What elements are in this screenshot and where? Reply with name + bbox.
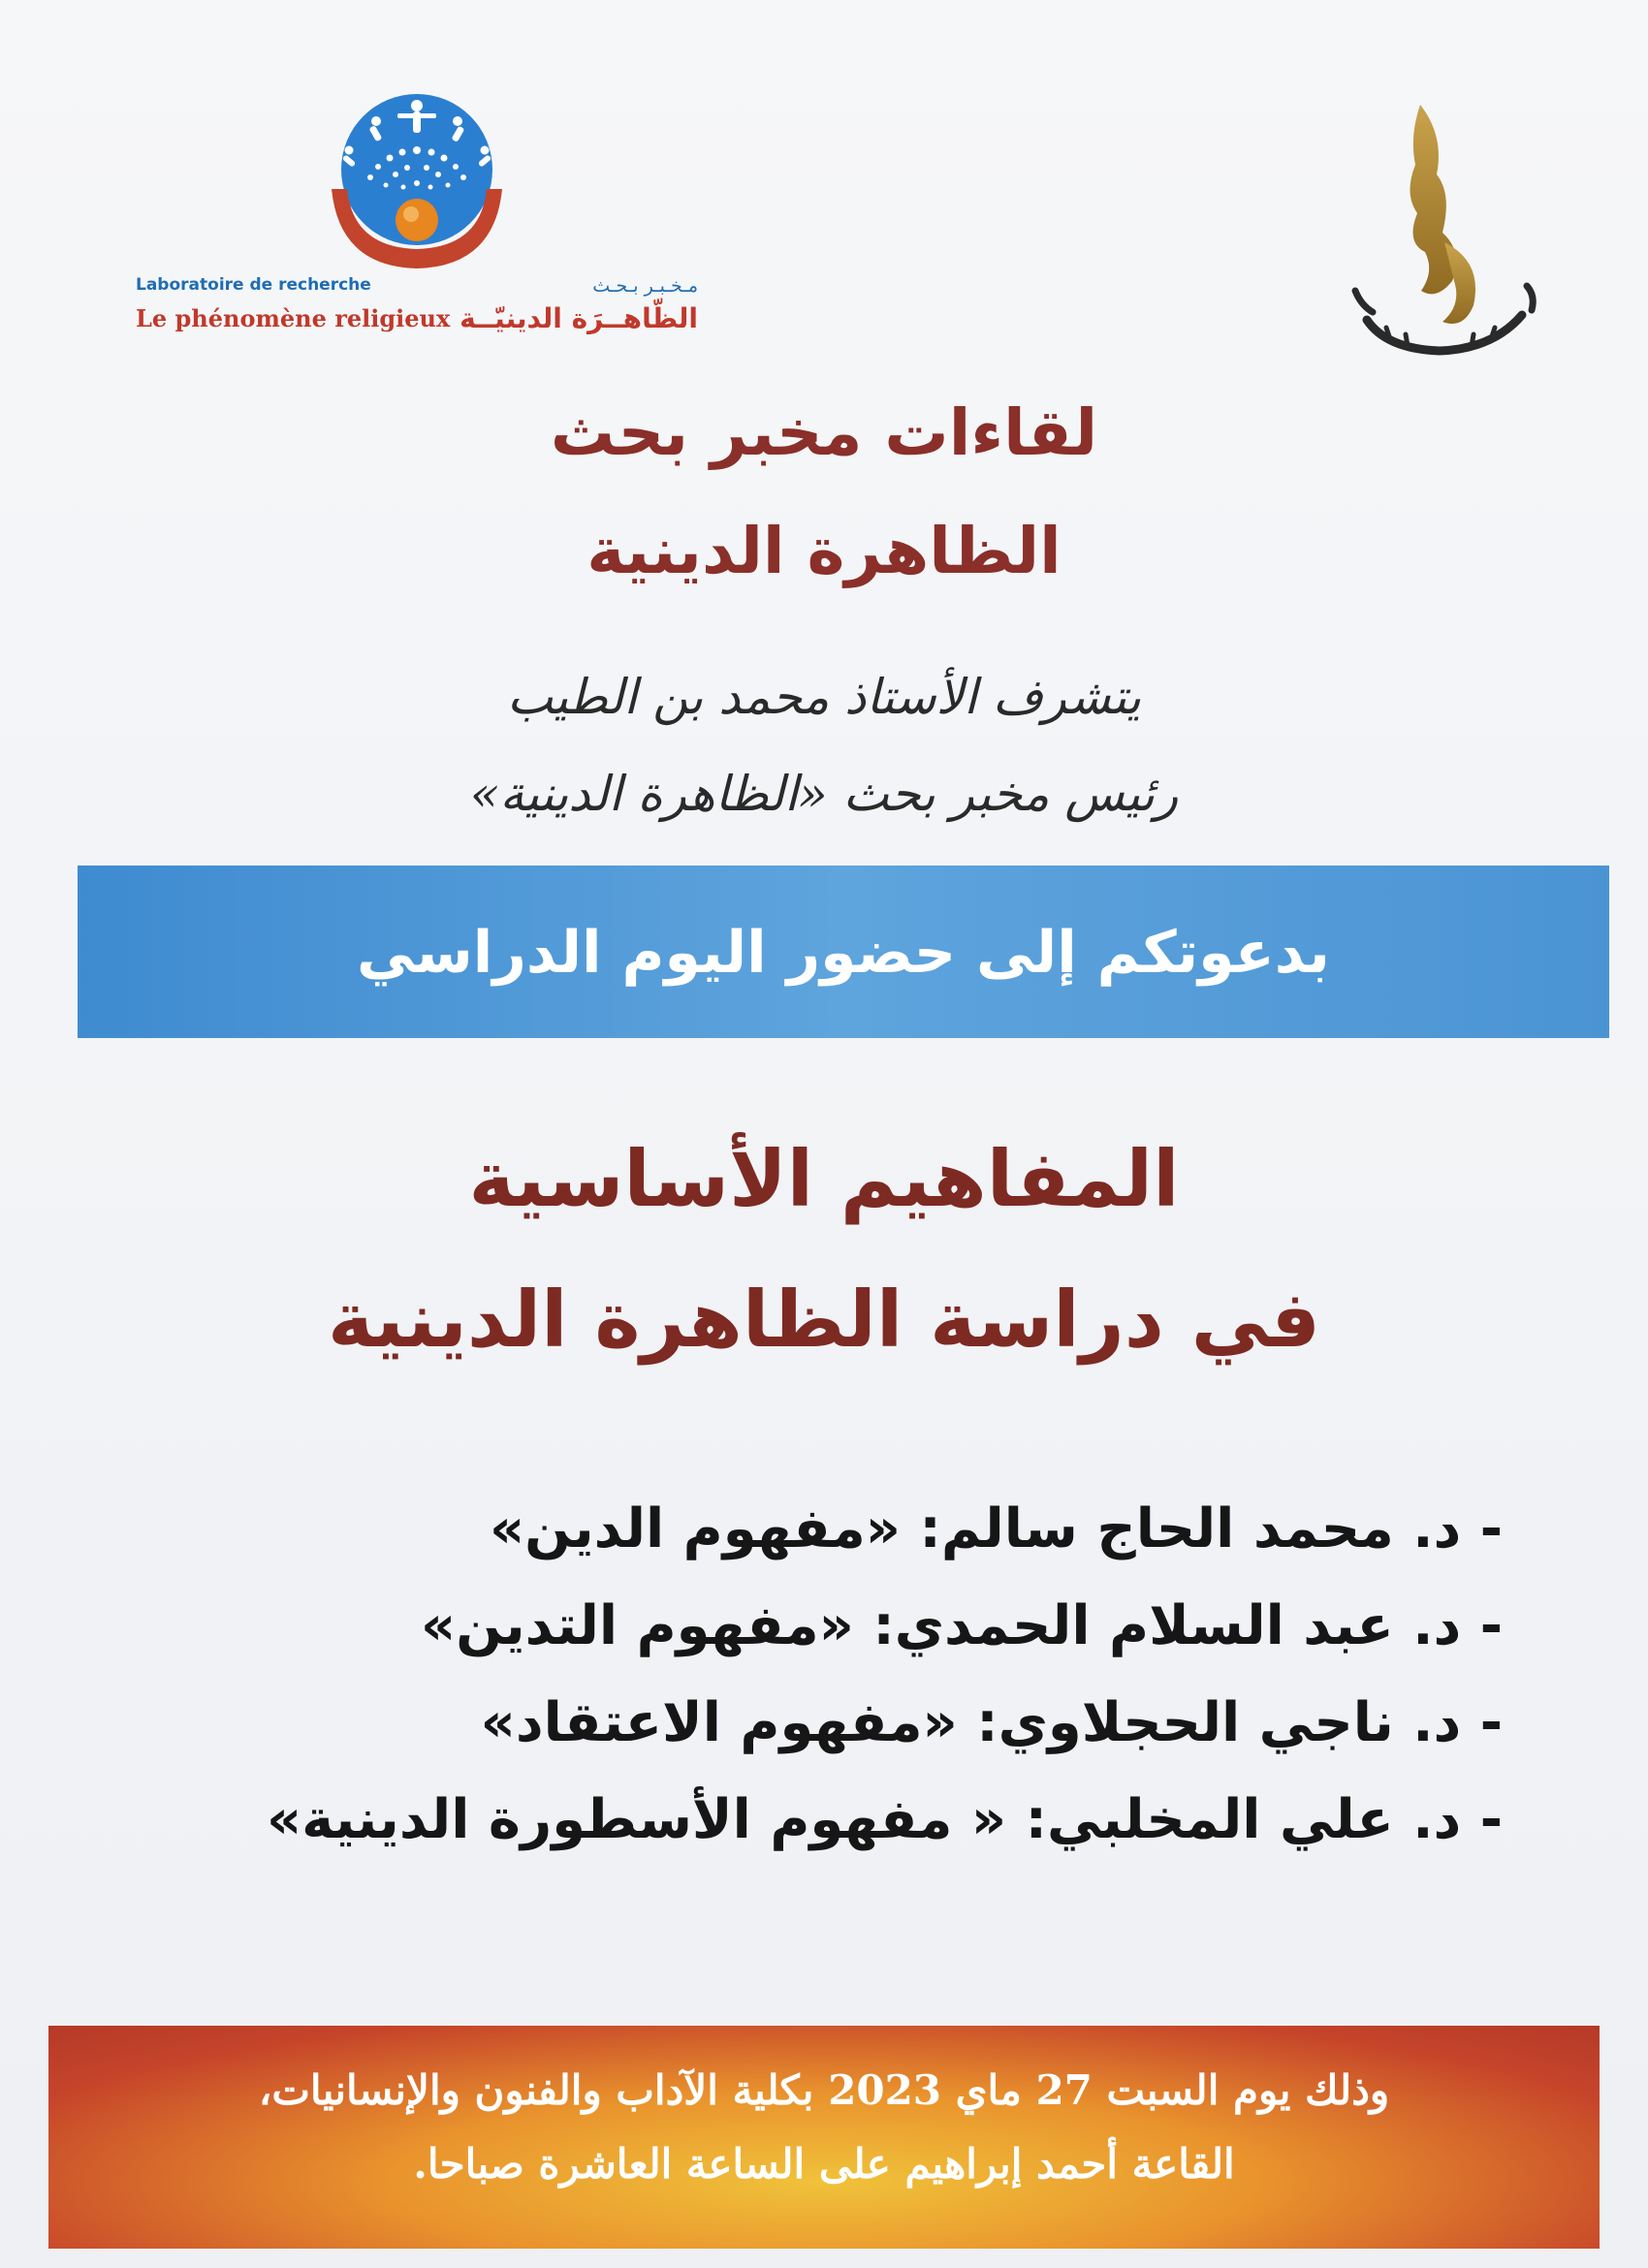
lab-name-fr: Le phénomène religieux	[136, 304, 451, 332]
lab-name	[136, 304, 698, 343]
footer-line-1: وذلك يوم السبت 27 ماي 2023 بكلية الآداب والفنون والإنسانيات،	[258, 2066, 1390, 2114]
lab-caption-fr-small: Laboratoire de recherche	[136, 275, 371, 295]
lab-logo-icon	[310, 92, 523, 276]
faculty-logo-icon	[1328, 97, 1551, 368]
invitation-line-1: يتشرف الأستاذ محمد بن الطيب	[506, 669, 1141, 725]
speaker-item: - د. عبد السلام الحمدي: «مفهوم التدين»	[421, 1594, 1503, 1657]
speaker-item: - د. محمد الحاج سالم: «مفهوم الدين»	[490, 1497, 1503, 1560]
footer-line-2: القاعة أحمد إبراهيم على الساعة العاشرة صباحا.	[413, 2140, 1235, 2188]
event-details-footer	[48, 2026, 1600, 2249]
title-line-1: لقاءات مخبر بحث	[550, 395, 1098, 470]
speaker-list	[252, 1497, 1503, 1885]
speaker-item: - د. علي المخلبي: « مفهوم الأسطورة الدينية»	[266, 1788, 1503, 1851]
title-line-2: الظاهرة الدينية	[586, 514, 1062, 588]
lab-caption-small	[136, 275, 698, 304]
banner-text: بدعوتكم إلى حضور اليوم الدراسي	[357, 919, 1330, 987]
speaker-item: - د. ناجي الحجلاوي: «مفهوم الاعتقاد»	[480, 1691, 1503, 1754]
invitation-banner	[78, 866, 1609, 1038]
subject-line-2: في دراسة الظاهرة الدينية	[327, 1275, 1321, 1365]
invitation-line-2: رئيس مخبر بحث «الظاهرة الدينية»	[469, 766, 1179, 822]
lab-caption-ar-small: مـخـبـر بـحـث	[592, 275, 698, 297]
lab-name-ar: الظّاهــرَة الدينيّــة	[460, 302, 698, 334]
subject-line-1: المفاهيم الأساسية	[468, 1134, 1180, 1224]
